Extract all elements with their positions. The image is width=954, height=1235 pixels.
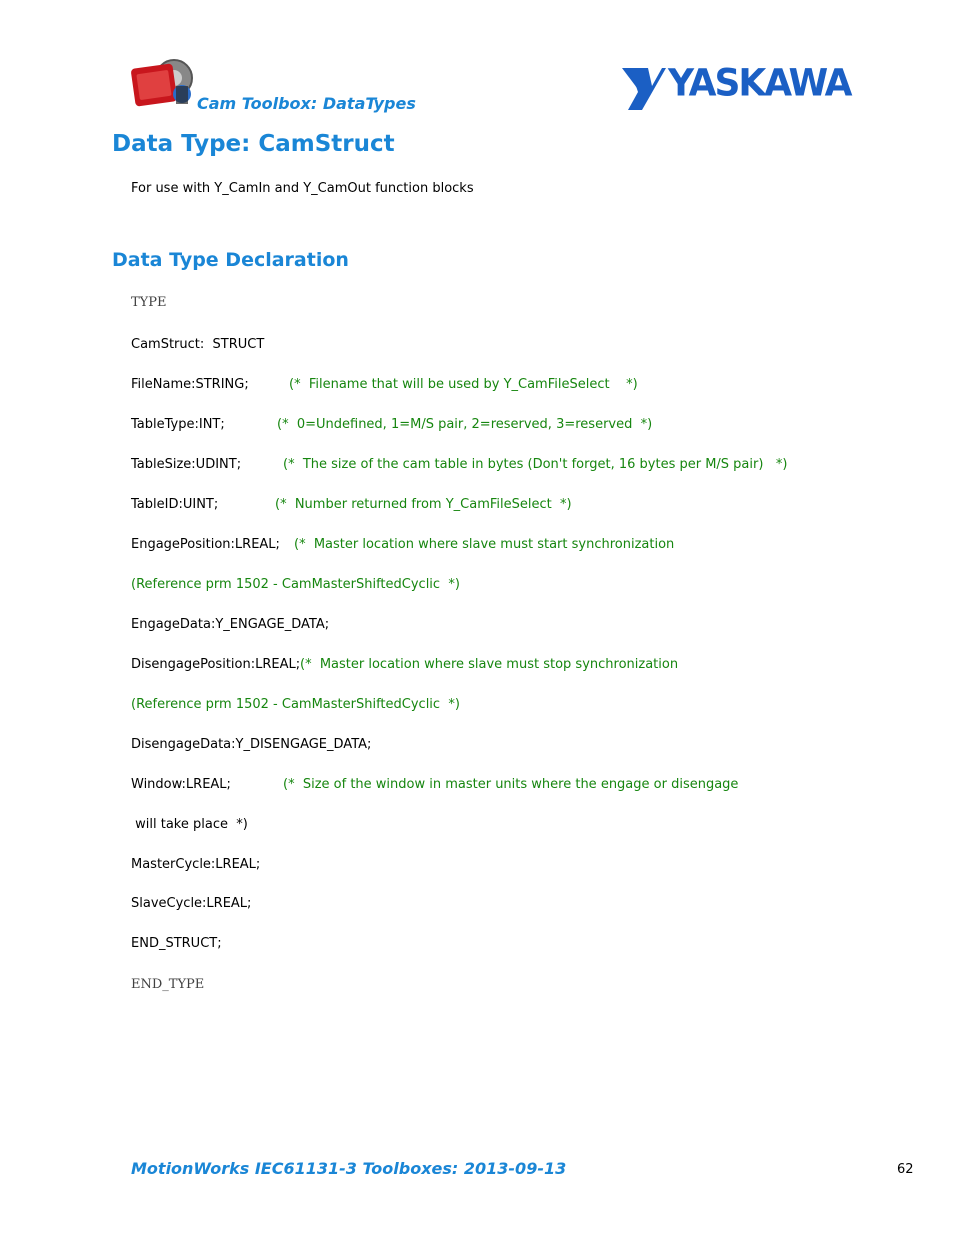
- toolbox-logo-icon: [130, 56, 198, 112]
- field-slavecycle: SlaveCycle:LREAL;: [131, 896, 252, 911]
- comment-filename: (* Filename that will be used by Y_CamFileSelect *): [289, 377, 638, 392]
- field-mastercycle: MasterCycle:LREAL;: [131, 857, 261, 872]
- comment-disengageposition: (* Master location where slave must stop synchronization: [300, 657, 679, 672]
- yaskawa-wordmark: YASKAWA: [668, 61, 851, 106]
- page-title: Data Type: CamStruct: [112, 131, 395, 157]
- field-tablesize: TableSize:UDINT;: [131, 457, 242, 472]
- comment-disengageposition-cont: (Reference prm 1502 - CamMasterShiftedCyclic *): [131, 697, 460, 712]
- header-title: Cam Toolbox: DataTypes: [197, 94, 416, 113]
- comment-engageposition: (* Master location where slave must start synchronization: [294, 537, 675, 552]
- page-number: 62: [897, 1162, 914, 1177]
- struct-declaration: CamStruct: STRUCT: [131, 337, 265, 352]
- comment-tablesize: (* The size of the cam table in bytes (Don't forget, 16 bytes per M/S pair) *): [283, 457, 788, 472]
- end-type-keyword: END_TYPE: [131, 977, 205, 992]
- field-disengagedata: DisengageData:Y_DISENGAGE_DATA;: [131, 737, 372, 752]
- comment-tableid: (* Number returned from Y_CamFileSelect *): [275, 497, 572, 512]
- comment-window: (* Size of the window in master units where the engage or disengage: [283, 777, 739, 792]
- comment-tabletype: (* 0=Undefined, 1=M/S pair, 2=reserved, 3=reserved *): [277, 417, 653, 432]
- comment-engageposition-cont: (Reference prm 1502 - CamMasterShiftedCyclic *): [131, 577, 460, 592]
- comment-window-cont: will take place *): [131, 817, 248, 832]
- field-engagedata: EngageData:Y_ENGAGE_DATA;: [131, 617, 330, 632]
- field-disengageposition: DisengagePosition:LREAL;: [131, 657, 301, 672]
- field-engageposition: EngagePosition:LREAL;: [131, 537, 280, 552]
- footer-text: MotionWorks IEC61131-3 Toolboxes: 2013-09-13: [131, 1159, 567, 1178]
- section-heading: Data Type Declaration: [112, 249, 349, 271]
- field-tabletype: TableType:INT;: [131, 417, 225, 432]
- field-tableid: TableID:UINT;: [131, 497, 219, 512]
- end-struct: END_STRUCT;: [131, 936, 222, 951]
- field-filename: FileName:STRING;: [131, 377, 249, 392]
- field-window: Window:LREAL;: [131, 777, 231, 792]
- intro-text: For use with Y_CamIn and Y_CamOut function blocks: [131, 181, 474, 196]
- type-keyword: TYPE: [131, 295, 167, 310]
